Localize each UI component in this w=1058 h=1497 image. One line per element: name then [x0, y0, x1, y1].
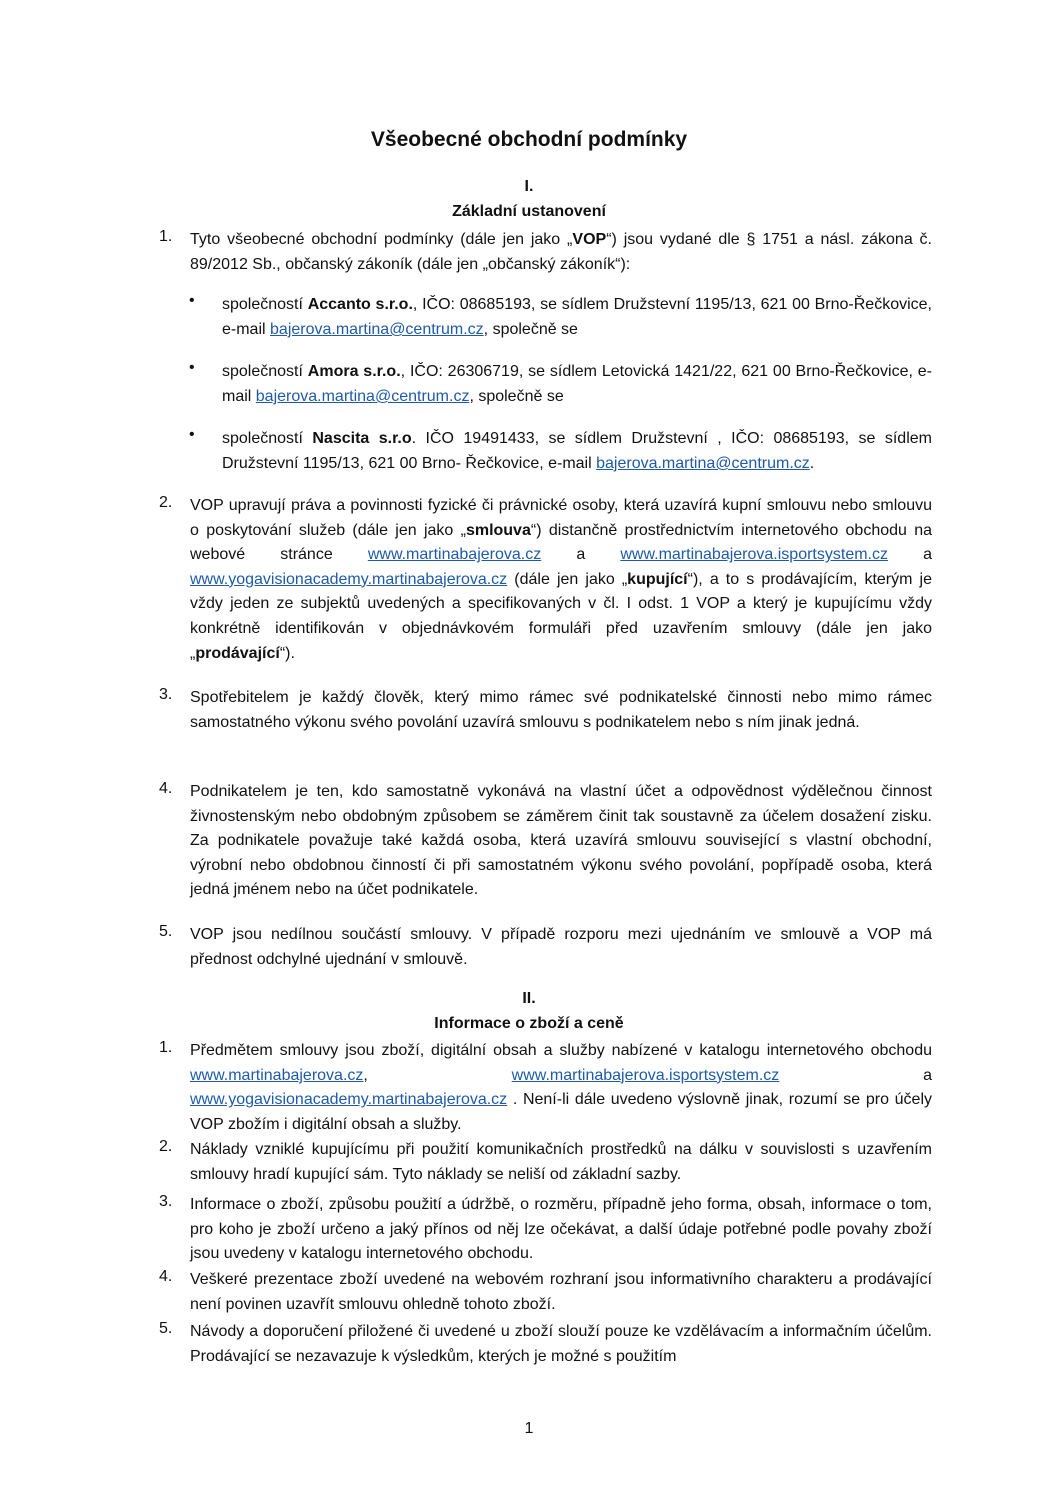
page-number: 1 — [524, 1420, 534, 1437]
section-2-numeral: II. — [522, 990, 536, 1007]
item-text: Informace o zboží, způsobu použití a údržbě, o rozměru, případně jeho forma, obsah, informace o tom, pro koho je zboží určeno a jaký přínos od něj lze očekávat, a další údaje potřebné podle povahy zboží jsou uvedeny v katalogu internetového obchodu. — [190, 1196, 932, 1263]
item-text: Spotřebitelem je každý člověk, který mimo rámec své podnikatelské činnosti nebo mimo rámec samostatného výkonu svého povolání uzavírá smlouvu s podnikatelem nebo s ním jinak jedná. — [190, 689, 932, 731]
item-text: VOP upravují práva a povinnosti fyzické či právnické osoby, která uzavírá kupní smlouvu nebo smlouvu o poskytování služeb (dále jen jako „smlouva“) distančně prostřednictvím internetového obchodu na webové stránce www.martinabajerova.cz a www.martinabajerova.isportsystem.cz a www.yogavisionacademy.martinabajerova.cz (dále jen jako „kupující“), a to s prodávajícím, kterým je vždy jeden ze subjektů uvedených a specifikovaných v čl. I odst. 1 VOP a který je kupujícímu vždy konkrétně identifikován v objednávkovém formuláři před uzavřením smlouvy (dále jen jako „prodávající“). — [190, 497, 933, 662]
email-link[interactable]: bajerova.martina@centrum.cz — [255, 388, 470, 405]
email-link[interactable]: bajerova.martina@centrum.cz — [596, 455, 810, 472]
item-number: 4. — [159, 1268, 173, 1285]
item-number: 3. — [159, 1193, 173, 1210]
item-number: 5. — [159, 923, 173, 940]
website-link[interactable]: www.martinabajerova.cz — [190, 1066, 364, 1084]
section-1-heading: Základní ustanovení — [452, 203, 606, 220]
section-1-numeral: I. — [524, 178, 534, 195]
item-number: 4. — [159, 780, 173, 797]
item-text: Tyto všeobecné obchodní podmínky (dále jen jako „VOP“) jsou vydané dle § 1751 a násl. zákona č. 89/2012 Sb., občanský zákoník (dále jen „občanský zákoník“): — [190, 231, 933, 273]
item-text: Předmětem smlouvy jsou zboží, digitální obsah a služby nabízené v katalogu internetového obchodu www.martinabajerova.cz, www.martinabajerova.isportsystem.cz a www.yogavisionacademy.martinabajerova.cz . Není-li dále uvedeno výslovně jinak, rozumí se pro účely VOP zbožím i digitální obsah a služby. — [190, 1042, 932, 1133]
bullet-text: společností Accanto s.r.o., IČO: 08685193, se sídlem Družstevní 1195/13, 621 00 Brno-Řečkovice, e-mail bajerova.martina@centrum.cz, společně se — [222, 296, 932, 338]
website-link[interactable]: www.yogavisionacademy.martinabajerova.cz — [190, 1091, 508, 1109]
item-number: 1. — [159, 228, 173, 245]
item-text: Návody a doporučení přiložené či uvedené u zboží slouží pouze ke vzdělávacím a informačním účelům. Prodávající se nezavazuje k výsledkům, kterých je možné s použitím — [190, 1323, 932, 1365]
bullet-icon: • — [189, 426, 195, 443]
bullet-icon: • — [189, 359, 195, 376]
section-2-heading: Informace o zboží a ceně — [434, 1015, 624, 1032]
item-number: 3. — [159, 686, 173, 703]
item-number: 5. — [159, 1320, 173, 1337]
bullet-text: společností Amora s.r.o., IČO: 26306719, se sídlem Letovická 1421/22, 621 00 Brno-Řečkovice, e-mail bajerova.martina@centrum.cz, společně se — [222, 363, 932, 405]
item-text: VOP jsou nedílnou součástí smlouvy. V případě rozporu mezi ujednáním ve smlouvě a VOP má přednost odchylné ujednání v smlouvě. — [190, 926, 932, 968]
item-text: Náklady vzniklé kupujícímu při použití komunikačních prostředků na dálku v souvislosti s uzavřením smlouvy hradí kupující sám. Tyto náklady se neliší od základní sazby. — [190, 1141, 932, 1183]
item-number: 2. — [159, 1138, 173, 1155]
email-link[interactable]: bajerova.martina@centrum.cz — [270, 321, 484, 338]
item-number: 1. — [159, 1039, 173, 1056]
website-link[interactable]: www.yogavisionacademy.martinabajerova.cz — [190, 570, 508, 588]
website-link[interactable]: www.martinabajerova.cz — [367, 546, 542, 564]
website-link[interactable]: www.martinabajerova.isportsystem.cz — [511, 1066, 780, 1084]
bullet-icon: • — [189, 292, 195, 309]
website-link[interactable]: www.martinabajerova.isportsystem.cz — [620, 546, 888, 564]
item-text: Podnikatelem je ten, kdo samostatně vykonává na vlastní účet a odpovědnost výdělečnou činnost živnostenským nebo obdobným způsobem se záměrem činit tak soustavně za účelem dosažení zisku. Za podnikatele považuje také každá osoba, která uzavírá smlouvu související s vlastní obchodní, výrobní nebo obdobnou činností či při samostatném výkonu svého povolání, popřípadě osoba, která jedná jménem nebo na účet podnikatele. — [190, 783, 932, 899]
document-title: Všeobecné obchodní podmínky — [370, 128, 688, 151]
item-number: 2. — [159, 494, 173, 511]
bullet-text: společností Nascita s.r.o. IČO 19491433, se sídlem Družstevní , IČO: 08685193, se sídlem Družstevní 1195/13, 621 00 Brno- Řečkovice, e-mail bajerova.martina@centrum.cz. — [222, 430, 932, 472]
item-text: Veškeré prezentace zboží uvedené na webovém rozhraní jsou informativního charakteru a prodávající není povinen uzavřít smlouvu ohledně tohoto zboží. — [190, 1271, 932, 1313]
